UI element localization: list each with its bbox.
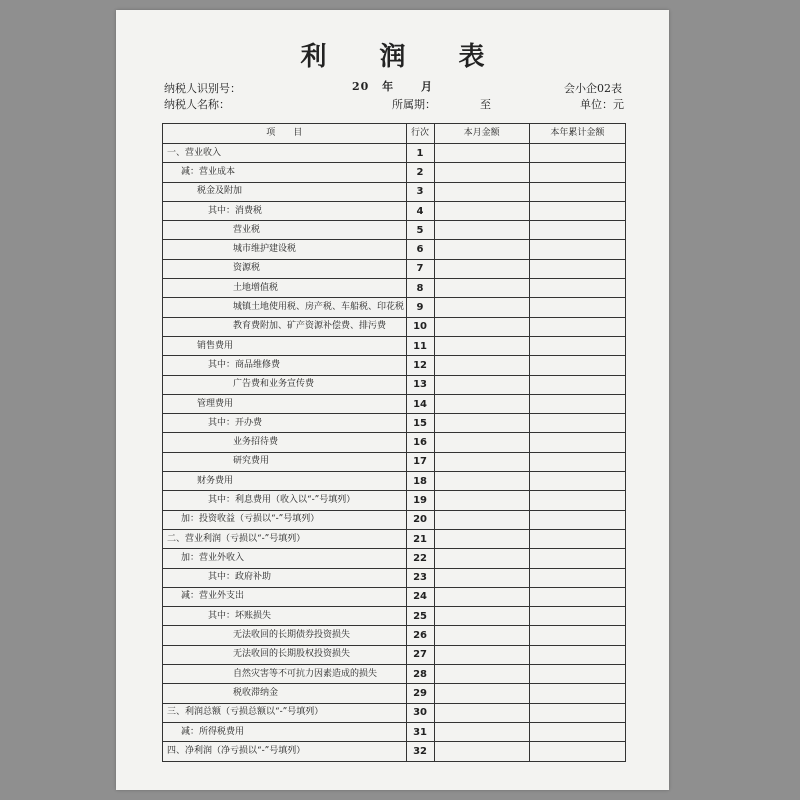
row-item-label: 管理费用 xyxy=(163,394,407,413)
month-amount-cell[interactable] xyxy=(434,259,529,278)
row-item-label: 营业税 xyxy=(163,221,407,240)
ytd-amount-cell[interactable] xyxy=(529,510,625,529)
table-row xyxy=(163,529,626,548)
table-row xyxy=(163,452,626,471)
table-row xyxy=(163,626,626,645)
month-amount-cell[interactable] xyxy=(434,510,529,529)
table-row xyxy=(163,665,626,684)
ytd-amount-cell[interactable] xyxy=(529,607,625,626)
table-row xyxy=(163,472,626,491)
row-item-label: 税金及附加 xyxy=(163,182,407,201)
row-item-label: 其中：政府补助 xyxy=(163,568,407,587)
table-row xyxy=(163,201,626,220)
statement-rows xyxy=(163,144,626,762)
table-row xyxy=(163,394,626,413)
row-item-label: 无法收回的长期债券投资损失 xyxy=(163,626,407,645)
ytd-amount-cell[interactable] xyxy=(529,645,625,664)
table-row xyxy=(163,742,626,761)
month-amount-cell[interactable] xyxy=(434,414,529,433)
row-line-number: 32 xyxy=(406,742,434,761)
ytd-amount-cell[interactable] xyxy=(529,626,625,645)
month-amount-cell[interactable] xyxy=(434,317,529,336)
ytd-amount-cell[interactable] xyxy=(529,144,625,163)
row-item-label: 一、营业收入 xyxy=(163,144,407,163)
table-row xyxy=(163,568,626,587)
table-row xyxy=(163,414,626,433)
row-item-label: 自然灾害等不可抗力因素造成的损失 xyxy=(163,665,407,684)
row-line-number: 18 xyxy=(406,472,434,491)
row-item-label: 财务费用 xyxy=(163,472,407,491)
row-line-number: 3 xyxy=(406,182,434,201)
table-row xyxy=(163,182,626,201)
ytd-amount-cell[interactable] xyxy=(529,221,625,240)
row-item-label: 三、利润总额（亏损总额以“-”号填列） xyxy=(163,703,407,722)
month-amount-cell[interactable] xyxy=(434,549,529,568)
month-amount-cell[interactable] xyxy=(434,394,529,413)
row-item-label: 其中：开办费 xyxy=(163,414,407,433)
ytd-amount-cell[interactable] xyxy=(529,684,625,703)
period-to: 至 xyxy=(480,98,491,111)
month-amount-cell[interactable] xyxy=(434,336,529,355)
month-amount-cell[interactable] xyxy=(434,279,529,298)
table-row xyxy=(163,163,626,182)
table-row xyxy=(163,375,626,394)
taxpayer-id-label: 纳税人识别号： xyxy=(164,82,241,95)
row-item-label: 无法收回的长期股权投资损失 xyxy=(163,645,407,664)
table-row xyxy=(163,510,626,529)
month-amount-cell[interactable] xyxy=(434,144,529,163)
month-amount-cell[interactable] xyxy=(434,356,529,375)
row-line-number: 7 xyxy=(406,259,434,278)
row-item-label: 销售费用 xyxy=(163,336,407,355)
table-row xyxy=(163,240,626,259)
column-header-item: 项 目 xyxy=(163,124,407,144)
row-item-label: 税收滞纳金 xyxy=(163,684,407,703)
row-item-label: 减：所得税费用 xyxy=(163,722,407,741)
row-line-number: 23 xyxy=(406,568,434,587)
table-row xyxy=(163,336,626,355)
row-line-number: 21 xyxy=(406,529,434,548)
row-line-number: 19 xyxy=(406,491,434,510)
row-line-number: 28 xyxy=(406,665,434,684)
month-amount-cell[interactable] xyxy=(434,221,529,240)
row-line-number: 12 xyxy=(406,356,434,375)
month-amount-cell[interactable] xyxy=(434,433,529,452)
table-row xyxy=(163,279,626,298)
row-item-label: 四、净利润（净亏损以“-”号填列） xyxy=(163,742,407,761)
row-line-number: 17 xyxy=(406,452,434,471)
row-line-number: 29 xyxy=(406,684,434,703)
table-row xyxy=(163,356,626,375)
unit-label: 单位：元 xyxy=(580,98,624,111)
row-line-number: 11 xyxy=(406,336,434,355)
ytd-amount-cell[interactable] xyxy=(529,163,625,182)
year-prefix: 20 xyxy=(352,80,370,93)
ytd-amount-cell[interactable] xyxy=(529,703,625,722)
row-line-number: 5 xyxy=(406,221,434,240)
row-item-label: 业务招待费 xyxy=(163,433,407,452)
ytd-amount-cell[interactable] xyxy=(529,665,625,684)
ytd-amount-cell[interactable] xyxy=(529,201,625,220)
table-header-row xyxy=(163,124,626,144)
table-row xyxy=(163,144,626,163)
table-row xyxy=(163,298,626,317)
row-line-number: 31 xyxy=(406,722,434,741)
taxpayer-name-label: 纳税人名称： xyxy=(164,98,230,111)
row-line-number: 14 xyxy=(406,394,434,413)
ytd-amount-cell[interactable] xyxy=(529,529,625,548)
ytd-amount-cell[interactable] xyxy=(529,549,625,568)
month-amount-cell[interactable] xyxy=(434,626,529,645)
month-amount-cell[interactable] xyxy=(434,240,529,259)
month-amount-cell[interactable] xyxy=(434,607,529,626)
column-header-ytd-amount: 本年累计金额 xyxy=(529,124,625,144)
ytd-amount-cell[interactable] xyxy=(529,317,625,336)
row-item-label: 研究费用 xyxy=(163,452,407,471)
row-line-number: 9 xyxy=(406,298,434,317)
ytd-amount-cell[interactable] xyxy=(529,414,625,433)
column-header-line-no: 行次 xyxy=(406,124,434,144)
year-label: 年 xyxy=(382,80,395,93)
form-title: 利 润 表 xyxy=(300,42,507,72)
table-row xyxy=(163,703,626,722)
row-line-number: 1 xyxy=(406,144,434,163)
month-amount-cell[interactable] xyxy=(434,375,529,394)
table-row xyxy=(163,491,626,510)
period-label: 所属期： xyxy=(392,98,436,111)
row-item-label: 其中：消费税 xyxy=(163,201,407,220)
row-line-number: 2 xyxy=(406,163,434,182)
month-amount-cell[interactable] xyxy=(434,722,529,741)
row-item-label: 教育费附加、矿产资源补偿费、排污费 xyxy=(163,317,407,336)
ytd-amount-cell[interactable] xyxy=(529,356,625,375)
ytd-amount-cell[interactable] xyxy=(529,433,625,452)
column-header-month-amount: 本月金额 xyxy=(434,124,529,144)
table-row xyxy=(163,607,626,626)
form-code: 会小企02表 xyxy=(564,82,622,95)
row-item-label: 减：营业成本 xyxy=(163,163,407,182)
row-line-number: 15 xyxy=(406,414,434,433)
month-amount-cell[interactable] xyxy=(434,645,529,664)
month-amount-cell[interactable] xyxy=(434,568,529,587)
ytd-amount-cell[interactable] xyxy=(529,240,625,259)
month-amount-cell[interactable] xyxy=(434,201,529,220)
month-amount-cell[interactable] xyxy=(434,163,529,182)
table-row xyxy=(163,684,626,703)
table-row xyxy=(163,722,626,741)
month-amount-cell[interactable] xyxy=(434,529,529,548)
row-line-number: 25 xyxy=(406,607,434,626)
income-statement-form xyxy=(116,10,669,790)
row-item-label: 城市维护建设税 xyxy=(163,240,407,259)
month-amount-cell[interactable] xyxy=(434,587,529,606)
row-item-label: 资源税 xyxy=(163,259,407,278)
row-line-number: 16 xyxy=(406,433,434,452)
row-line-number: 13 xyxy=(406,375,434,394)
ytd-amount-cell[interactable] xyxy=(529,472,625,491)
table-row xyxy=(163,645,626,664)
ytd-amount-cell[interactable] xyxy=(529,452,625,471)
month-amount-cell[interactable] xyxy=(434,298,529,317)
ytd-amount-cell[interactable] xyxy=(529,336,625,355)
table-row xyxy=(163,433,626,452)
row-item-label: 广告费和业务宣传费 xyxy=(163,375,407,394)
month-label: 月 xyxy=(421,80,433,93)
row-line-number: 26 xyxy=(406,626,434,645)
row-item-label: 减：营业外支出 xyxy=(163,587,407,606)
row-item-label: 其中：利息费用（收入以“-”号填列） xyxy=(163,491,407,510)
row-item-label: 二、营业利润（亏损以“-”号填列） xyxy=(163,529,407,548)
month-amount-cell[interactable] xyxy=(434,472,529,491)
row-line-number: 22 xyxy=(406,549,434,568)
month-amount-cell[interactable] xyxy=(434,703,529,722)
row-item-label: 加：投资收益（亏损以“-”号填列） xyxy=(163,510,407,529)
ytd-amount-cell[interactable] xyxy=(529,375,625,394)
ytd-amount-cell[interactable] xyxy=(529,298,625,317)
row-item-label: 其中：坏账损失 xyxy=(163,607,407,626)
ytd-amount-cell[interactable] xyxy=(529,742,625,761)
month-amount-cell[interactable] xyxy=(434,491,529,510)
ytd-amount-cell[interactable] xyxy=(529,182,625,201)
row-line-number: 24 xyxy=(406,587,434,606)
ytd-amount-cell[interactable] xyxy=(529,259,625,278)
row-line-number: 27 xyxy=(406,645,434,664)
row-item-label: 其中：商品维修费 xyxy=(163,356,407,375)
table-row xyxy=(163,317,626,336)
table-row xyxy=(163,221,626,240)
row-line-number: 8 xyxy=(406,279,434,298)
ytd-amount-cell[interactable] xyxy=(529,279,625,298)
month-amount-cell[interactable] xyxy=(434,665,529,684)
ytd-amount-cell[interactable] xyxy=(529,722,625,741)
row-line-number: 30 xyxy=(406,703,434,722)
month-amount-cell[interactable] xyxy=(434,684,529,703)
ytd-amount-cell[interactable] xyxy=(529,394,625,413)
statement-table xyxy=(162,123,626,762)
ytd-amount-cell[interactable] xyxy=(529,587,625,606)
table-row xyxy=(163,587,626,606)
table-row xyxy=(163,549,626,568)
row-line-number: 6 xyxy=(406,240,434,259)
row-item-label: 土地增值税 xyxy=(163,279,407,298)
ytd-amount-cell[interactable] xyxy=(529,568,625,587)
row-item-label: 加：营业外收入 xyxy=(163,549,407,568)
table-row xyxy=(163,259,626,278)
row-line-number: 4 xyxy=(406,201,434,220)
row-item-label: 城镇土地使用税、房产税、车船税、印花税 xyxy=(163,298,407,317)
row-line-number: 20 xyxy=(406,510,434,529)
row-line-number: 10 xyxy=(406,317,434,336)
month-amount-cell[interactable] xyxy=(434,742,529,761)
ytd-amount-cell[interactable] xyxy=(529,491,625,510)
month-amount-cell[interactable] xyxy=(434,182,529,201)
month-amount-cell[interactable] xyxy=(434,452,529,471)
